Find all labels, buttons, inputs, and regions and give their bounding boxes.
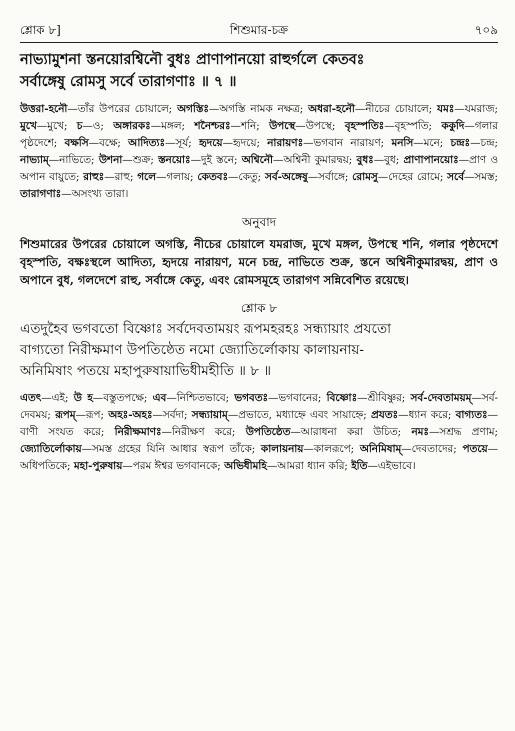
synonym-word: স্তনয়োঃ (158, 154, 191, 166)
synonym-meaning: —বৃহস্পতি; (384, 120, 442, 132)
synonym-meaning: —বাণী সংযত করে; (20, 409, 498, 438)
synonym-word: কালায়নায় (260, 443, 304, 455)
synonym-word: কেতবঃ (197, 171, 228, 183)
synonym-meaning: —এইভাবে। (367, 460, 416, 472)
synonym-word: অগস্তিঃ (177, 103, 209, 115)
synonym-meaning: —শ্রীবিষ্ণুর; (357, 392, 411, 404)
synonym-meaning: —ভগবান নারায়ণ; (303, 137, 392, 149)
synonym-word: উত্তরা-হনৌ (20, 103, 68, 115)
synonym-word: তারাগণাঃ (20, 188, 62, 200)
header-rule (20, 42, 498, 43)
synonym-word: মুখে (20, 120, 37, 132)
synonym-meaning: —তাঁর উপরের চোয়ালে; (67, 103, 178, 115)
synonym-word: অঙ্গারকঃ (113, 120, 151, 132)
synonym-word: নারায়ণঃ (267, 137, 304, 149)
synonym-meaning: —সর্বাঙ্গে; (307, 171, 353, 183)
synonym-meaning: —গলায়; (155, 171, 198, 183)
synonym-meaning: —নীচের চোয়ালে; (354, 103, 438, 115)
verse-line: সর্বাঙ্গেষু রোমসু সর্বে তারাগণাঃ ॥ ৭ ॥ (20, 73, 237, 90)
synonym-meaning: —সশ্রদ্ধ প্রণাম; (428, 426, 498, 438)
synonym-word: অনিমিষাম্ (359, 443, 402, 455)
synonym-meaning: —দেবতাদের; (401, 443, 463, 455)
synonym-word: সর্ব-অঙ্গেষু (264, 171, 308, 183)
synonym-word: অশ্বিনৌ (241, 154, 273, 166)
synonym-meaning: —কেতু; (227, 171, 265, 183)
synonym-meaning: —মুখে; (36, 120, 77, 132)
verse-line: এতদুহৈব ভগবতো বিষ্ণোঃ সর্বদেবতাময়ং রূপমহরহঃ সন্ধ্যায়াং প্রযতো (20, 321, 392, 337)
synonym-meaning: —সর্বদা; (152, 409, 192, 421)
synonym-word: সর্ব-দেবতাময়ম্ (410, 392, 472, 404)
synonym-meaning: —ও; (82, 120, 114, 132)
synonym-word: চন্দ্রঃ (450, 137, 471, 149)
synonym-meaning: —অশ্বিনী কুমারদ্বয়; (273, 154, 357, 166)
synonym-word: উপস্থে (269, 120, 296, 132)
synonym-word: উ হ (73, 392, 93, 404)
synonym-meaning: —সমস্ত; (464, 171, 498, 183)
synonym-word: অধরা-হনৌ (308, 103, 355, 115)
synonym-meaning: —সর্ব-দেবময়; (20, 392, 498, 421)
synonyms-8 (20, 390, 498, 475)
synonym-word: পতয়ে (462, 443, 488, 455)
synonym-meaning: —ধ্যান করে; (398, 409, 456, 421)
synonym-meaning: —হৃদয়ে; (222, 137, 268, 149)
verse-8 (20, 319, 498, 382)
synonym-meaning: —অগস্তি নামক নক্ষত্র; (208, 103, 309, 115)
header-verse-ref: শ্লোক ৮] (20, 23, 61, 37)
synonym-meaning: —গলার পৃষ্ঠদেশে; (20, 120, 498, 149)
synonym-word: রোমসু (352, 171, 378, 183)
page-number: ৭০৯ (474, 23, 498, 37)
synonym-meaning: —প্রাণ ও অপান বায়ুতে; (20, 154, 499, 183)
synonym-meaning: —বক্ষে; (88, 137, 129, 149)
synonym-word: নাভ্যাম্ (20, 154, 49, 166)
synonym-meaning: —নিরীক্ষণ করে; (161, 426, 246, 438)
synonym-word: গলে (137, 171, 156, 183)
synonym-word: এতৎ (20, 392, 42, 404)
synonym-word: চ (76, 120, 83, 132)
synonym-meaning: —আরাধনা করা উচিত; (290, 426, 412, 438)
synonym-word: বক্ষসি (64, 137, 89, 149)
verse-line: নাভ্যামুশনা স্তনয়োরশ্বিনৌ বুধঃ প্রাণাপানয়ো রাহুর্গলে কেতবঃ (20, 51, 365, 68)
synonym-word: এব (152, 392, 167, 404)
synonym-word: সর্বে (447, 171, 464, 183)
synonym-meaning: —রূপ; (75, 409, 109, 421)
synonym-meaning: —উপস্থে; (295, 120, 345, 132)
synonym-meaning: —দুই স্তনে; (190, 154, 242, 166)
synonym-meaning: —ভগবানের; (268, 392, 327, 404)
synonym-word: নিরীক্ষমাণঃ (114, 426, 162, 438)
synonym-word: মনসি (391, 137, 414, 149)
translation-7: শিশুমারের উপরের চোয়ালে অগস্তি, নীচের চোয়ালে যমরাজ, মুখে মঙ্গল, উপস্থে শনি, গলার পৃষ্ঠদেশে বৃহস্পতি, বক্ষঃস্থলে আদিত্য, হৃদয়ে নারায়ণ, মনে চন্দ্র, নাভিতে শুক্র, স্তনে অশ্বিনীকুমারদ্বয়, প্রাণ ও অপানে বুধ, গলদেশে রাহু, সর্বাঙ্গে কেতু, এবং রোমসমূহে তারাগণ সন্নিবেশিত রয়েছে। (20, 237, 498, 287)
synonym-word: সন্ধ্যায়াম্ (191, 409, 228, 421)
synonym-meaning: —বুধ; (373, 154, 404, 166)
synonym-meaning: —পরম ঈশ্বর ভগবানকে; (122, 460, 225, 472)
synonym-word: অভিধীমহি (224, 460, 267, 472)
verse-8-heading: শ্লোক ৮ (240, 301, 278, 315)
synonym-meaning: —প্রভাতে, মধ্যাহ্নে এবং সায়াহ্নে; (227, 409, 371, 421)
synonym-meaning: —সূর্য; (165, 137, 200, 149)
synonym-meaning: —সমস্ত গ্রহের যিনি আধার স্বরূপ তাঁকে; (81, 443, 261, 455)
page (20, 18, 498, 475)
synonym-meaning: —নিশ্চিতভাবে; (166, 392, 235, 404)
synonym-word: প্রাণাপানয়োঃ (403, 154, 459, 166)
synonym-meaning: —রাহু; (104, 171, 138, 183)
synonym-meaning: —আমরা ধ্যান করি; (266, 460, 352, 472)
synonym-word: ককুদি (441, 120, 465, 132)
synonym-word: বুধঃ (356, 154, 374, 166)
synonym-word: ইতি (351, 460, 368, 472)
synonym-meaning: —অসংখ্য তারা। (61, 188, 129, 200)
synonym-word: মহা-পুরুষায় (73, 460, 123, 472)
synonym-word: রাহুঃ (83, 171, 105, 183)
synonym-word: বাগ্যতঃ (455, 409, 488, 421)
verse-line: বাগ্যতো নিরীক্ষমাণ উপতিষ্ঠেত নমো জ্যোতির্লোকায় কালায়নায়- (20, 342, 364, 358)
synonym-meaning: —যমরাজ; (454, 103, 498, 115)
synonym-meaning: —মনে; (413, 137, 451, 149)
synonym-word: আদিত্যঃ (128, 137, 166, 149)
synonym-word: যমঃ (437, 103, 455, 115)
synonym-word: ভগবতঃ (234, 392, 269, 404)
synonym-meaning: —এই; (41, 392, 74, 404)
synonym-meaning: —নাভিতে; (48, 154, 99, 166)
translation-heading: অনুবাদ (241, 215, 277, 229)
header-chapter-title: শিশুমার-চক্র (229, 23, 289, 37)
synonym-word: জ্যোতির্লোকায় (20, 443, 82, 455)
synonym-meaning: —শুক্র; (122, 154, 159, 166)
synonym-meaning: —চন্দ্র; (470, 137, 499, 149)
verse-7 (20, 49, 498, 93)
synonym-word: প্রযতঃ (371, 409, 399, 421)
synonym-word: বিষ্ণোঃ (326, 392, 358, 404)
running-header (20, 18, 498, 40)
synonym-word: উপতিষ্ঠেত (245, 426, 291, 438)
synonyms-7 (20, 101, 498, 203)
synonym-word: শনৈশ্চরঃ (194, 120, 231, 132)
synonym-word: বৃহস্পতিঃ (344, 120, 385, 132)
synonym-meaning: —অধিপতিকে; (20, 443, 499, 472)
synonym-word: হৃদয়ে (199, 137, 223, 149)
synonym-meaning: —বস্তুতপক্ষে; (92, 392, 153, 404)
synonym-word: নমঃ (411, 426, 429, 438)
synonym-meaning: —দেহের রোমে; (377, 171, 448, 183)
synonym-meaning: —শনি; (230, 120, 270, 132)
synonym-word: রূপম্ (55, 409, 76, 421)
synonym-meaning: —মঙ্গল; (150, 120, 195, 132)
synonym-word: উশনা (98, 154, 123, 166)
synonym-meaning: —কালরূপে; (303, 443, 360, 455)
verse-line: অনিমিষাং পতয়ে মহাপুরুষায়াভিধীমহীতি ॥ ৮ ॥ (20, 363, 272, 379)
synonym-word: অহঃ-অহঃ (108, 409, 153, 421)
